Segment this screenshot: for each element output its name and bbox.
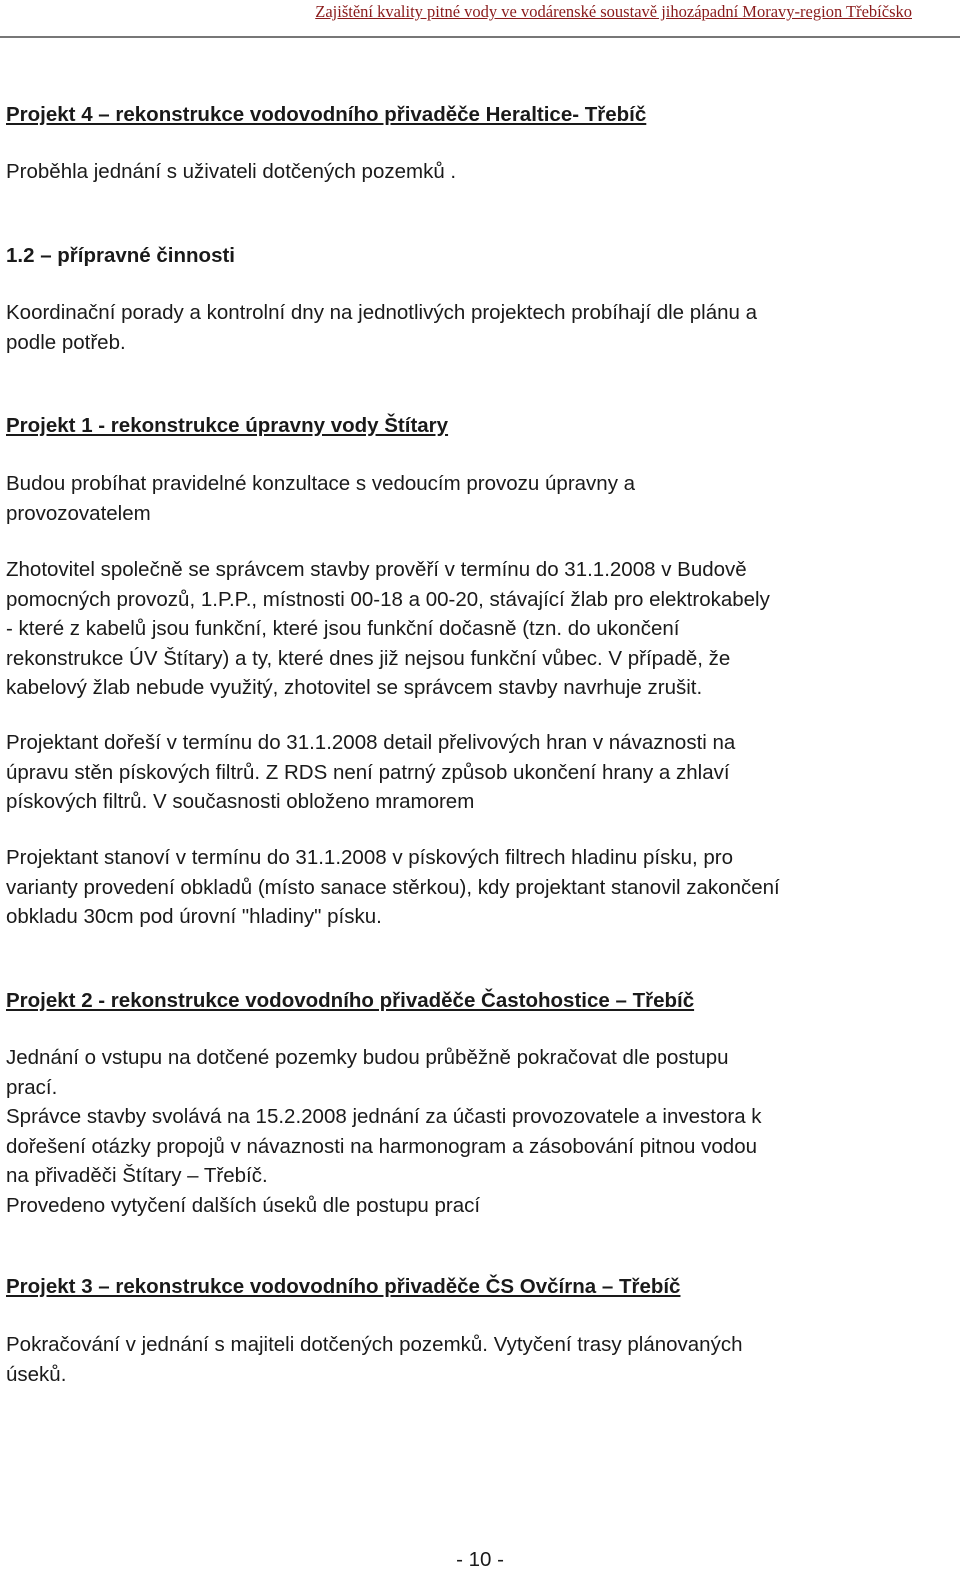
project1-paragraph-4: Projektant stanoví v termínu do 31.1.2008 v pískových filtrech hladinu písku, pro varianty provedení obkladů (místo sanace stěrkou), kdy projektant stanovil zakončení obkladu 30cm pod úrovní "hladiny" písku. <box>6 846 780 928</box>
project2-paragraph: Jednání o vstupu na dotčené pozemky budou průběžně pokračovat dle postupu prací. Správce stavby svolává na 15.2.2008 jednání za účasti provozovatele a investora k dořešení otázky propojů v návaznosti na harmonogram a zásobování pitnou vodou na přivaděči Štítary – Třebíč. Provedeno vytyčení dalších úseků dle postupu prací <box>6 1046 762 1217</box>
project2-heading: Projekt 2 - rekonstrukce vodovodního přivaděče Častohostice – Třebíč <box>6 989 695 1012</box>
project4-heading: Projekt 4 – rekonstrukce vodovodního přivaděče Heraltice- Třebíč <box>6 103 647 126</box>
preparation-text: Koordinační porady a kontrolní dny na jednotlivých projektech probíhají dle plánu a podle potřeb. <box>6 301 758 354</box>
project1-heading: Projekt 1 - rekonstrukce úpravny vody Štítary <box>6 414 449 437</box>
header-divider <box>0 36 960 38</box>
project4-text: Proběhla jednání s uživateli dotčených pozemků . <box>6 160 457 183</box>
project1-paragraph-3: Projektant dořeší v termínu do 31.1.2008 detail přelivových hran v návaznosti na úpravu stěn pískových filtrů. Z RDS není patrný způsob ukončení hrany a zhlaví pískových filtrů. V současnosti obloženo mramorem <box>6 731 736 813</box>
project1-paragraph-2: Zhotovitel společně se správcem stavby prověří v termínu do 31.1.2008 v Budově pomocných provozů, 1.P.P., místnosti 00-18 a 00-20, stávající žlab pro elektrokabely - které z kabelů jsou funkční, které jsou funkční dočasně (tzn. do ukončení rekonstrukce ÚV Štítary) a ty, které dnes již nejsou funkční vůbec. V případě, že kabelový žlab nebude využitý, zhotovitel se správcem stavby navrhuje zrušit. <box>6 558 770 699</box>
preparation-heading: 1.2 – přípravné činnosti <box>6 244 235 267</box>
project3-paragraph: Pokračování v jednání s majiteli dotčených pozemků. Vytyčení trasy plánovaných úseků. <box>6 1333 743 1386</box>
page-number: - 10 - <box>456 1548 504 1571</box>
document-header: Zajištění kvality pitné vody ve vodárenské soustavě jihozápadní Moravy-region Třebíčsko <box>315 2 912 21</box>
project1-paragraph-1: Budou probíhat pravidelné konzultace s vedoucím provozu úpravny a provozovatelem <box>6 472 636 525</box>
project3-heading: Projekt 3 – rekonstrukce vodovodního přivaděče ČS Ovčírna – Třebíč <box>6 1275 681 1298</box>
